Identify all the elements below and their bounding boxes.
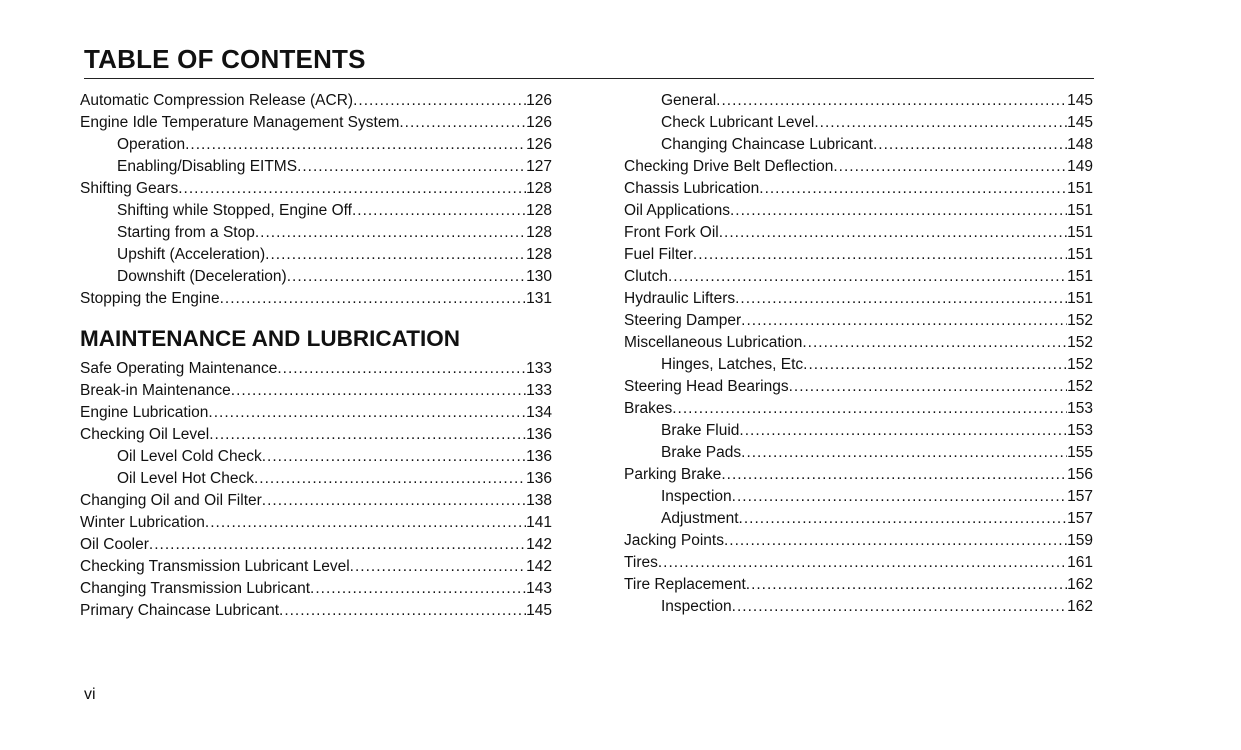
- dot-leader: [208, 404, 526, 422]
- toc-entry[interactable]: [80, 426, 552, 448]
- toc-entry-page: 133: [526, 382, 552, 399]
- toc-left-column: [80, 92, 552, 624]
- toc-entry-page: 153: [1067, 422, 1093, 439]
- toc-list-top: [80, 92, 552, 312]
- toc-list-bottom: [80, 360, 552, 624]
- dot-leader: [231, 382, 526, 400]
- toc-entry-title: Fuel Filter: [624, 246, 693, 263]
- toc-entry[interactable]: [80, 360, 552, 382]
- toc-entry-title: General: [661, 92, 717, 109]
- dot-leader: [399, 114, 526, 132]
- toc-entry[interactable]: [80, 602, 552, 624]
- dot-leader: [149, 536, 526, 554]
- toc-entry-title: Tires: [624, 554, 658, 571]
- dot-leader: [724, 532, 1067, 550]
- toc-entry-page: 153: [1067, 400, 1093, 417]
- dot-leader: [262, 492, 526, 510]
- toc-entry-page: 157: [1067, 510, 1093, 527]
- dot-leader: [789, 378, 1068, 396]
- toc-entry-title: Checking Transmission Lubricant Level: [80, 558, 350, 575]
- toc-entry-page: 151: [1067, 202, 1093, 219]
- toc-entry[interactable]: [80, 514, 552, 536]
- toc-entry-title: Steering Head Bearings: [624, 378, 789, 395]
- toc-entry-page: 134: [526, 404, 552, 421]
- dot-leader: [185, 136, 526, 154]
- dot-leader: [265, 246, 526, 264]
- toc-entry-title: Changing Oil and Oil Filter: [80, 492, 262, 509]
- dot-leader: [279, 602, 526, 620]
- toc-entry-page: 143: [526, 580, 552, 597]
- toc-entry-page: 126: [526, 114, 552, 131]
- toc-entry-page: 145: [1067, 114, 1093, 131]
- dot-leader: [814, 114, 1067, 132]
- dot-leader: [693, 246, 1067, 264]
- toc-entry-title: Chassis Lubrication: [624, 180, 760, 197]
- toc-entry[interactable]: [80, 404, 552, 426]
- toc-entry-title: Inspection: [661, 598, 732, 615]
- dot-leader: [833, 158, 1067, 176]
- toc-entry[interactable]: [624, 598, 1093, 620]
- toc-entry-title: Engine Idle Temperature Management System: [80, 114, 400, 131]
- toc-entry-page: 136: [526, 426, 552, 443]
- toc-entry-page: 127: [526, 158, 552, 175]
- toc-entry-page: 161: [1067, 554, 1093, 571]
- toc-entry-page: 162: [1067, 598, 1093, 615]
- dot-leader: [721, 466, 1067, 484]
- toc-entry-title: Tire Replacement: [624, 576, 746, 593]
- toc-entry-title: Upshift (Acceleration): [117, 246, 266, 263]
- toc-entry[interactable]: [80, 136, 552, 158]
- dot-leader: [350, 558, 526, 576]
- toc-entry-title: Checking Oil Level: [80, 426, 210, 443]
- toc-entry-title: Oil Level Cold Check: [117, 448, 262, 465]
- toc-entry-page: 126: [526, 92, 552, 109]
- toc-entry[interactable]: [80, 202, 552, 224]
- toc-entry-page: 152: [1067, 378, 1093, 395]
- toc-entry-page: 151: [1067, 268, 1093, 285]
- toc-entry-title: Checking Drive Belt Deflection: [624, 158, 834, 175]
- toc-entry[interactable]: [80, 558, 552, 580]
- toc-entry-page: 128: [526, 224, 552, 241]
- dot-leader: [735, 290, 1067, 308]
- toc-entry-title: Stopping the Engine: [80, 290, 220, 307]
- toc-entry[interactable]: [80, 536, 552, 558]
- toc-entry-page: 130: [526, 268, 552, 285]
- dot-leader: [209, 426, 526, 444]
- dot-leader: [220, 290, 527, 308]
- toc-entry[interactable]: [80, 580, 552, 602]
- toc-entry[interactable]: [624, 356, 1093, 378]
- toc-entry[interactable]: [624, 290, 1093, 312]
- dot-leader: [741, 312, 1067, 330]
- toc-entry-title: Brake Pads: [661, 444, 742, 461]
- toc-entry-page: 145: [526, 602, 552, 619]
- toc-entry-title: Operation: [117, 136, 186, 153]
- toc-entry-page: 162: [1067, 576, 1093, 593]
- toc-entry[interactable]: [80, 268, 552, 290]
- dot-leader: [759, 180, 1067, 198]
- toc-entry[interactable]: [624, 422, 1093, 444]
- toc-entry[interactable]: [624, 158, 1093, 180]
- toc-entry-title: Oil Level Hot Check: [117, 470, 254, 487]
- toc-entry-title: Changing Chaincase Lubricant: [661, 136, 873, 153]
- toc-entry-title: Oil Cooler: [80, 536, 149, 553]
- toc-entry-title: Check Lubricant Level: [661, 114, 815, 131]
- toc-entry-page: 159: [1067, 532, 1093, 549]
- title-rule: [84, 78, 1094, 79]
- toc-entry-title: Adjustment: [661, 510, 739, 527]
- toc-entry-title: Hydraulic Lifters: [624, 290, 736, 307]
- page-number: vi: [84, 686, 96, 703]
- dot-leader: [873, 136, 1067, 154]
- toc-entry[interactable]: [80, 180, 552, 202]
- toc-entry-page: 131: [526, 290, 552, 307]
- toc-entry[interactable]: [80, 448, 552, 470]
- toc-entry-page: 152: [1067, 334, 1093, 351]
- toc-entry-page: 126: [526, 136, 552, 153]
- dot-leader: [739, 422, 1067, 440]
- toc-entry-title: Brakes: [624, 400, 673, 417]
- toc-entry-title: Parking Brake: [624, 466, 722, 483]
- dot-leader: [353, 92, 526, 110]
- toc-entry[interactable]: [624, 532, 1093, 554]
- toc-entry-page: 133: [526, 360, 552, 377]
- page-title: TABLE OF CONTENTS: [84, 44, 366, 74]
- toc-entry[interactable]: [80, 92, 552, 114]
- toc-entry-title: Clutch: [624, 268, 668, 285]
- dot-leader: [277, 360, 526, 378]
- toc-entry-title: Hinges, Latches, Etc: [661, 356, 804, 373]
- dot-leader: [178, 180, 526, 198]
- toc-entry-title: Downshift (Deceleration): [117, 268, 287, 285]
- toc-entry-title: Miscellaneous Lubrication: [624, 334, 803, 351]
- dot-leader: [716, 92, 1067, 110]
- toc-entry-title: Changing Transmission Lubricant: [80, 580, 311, 597]
- toc-entry-title: Starting from a Stop: [117, 224, 255, 241]
- toc-entry[interactable]: [80, 224, 552, 246]
- toc-right-column: [624, 92, 1093, 620]
- dot-leader: [741, 444, 1067, 462]
- toc-entry[interactable]: [624, 378, 1093, 400]
- toc-entry-title: Inspection: [661, 488, 732, 505]
- dot-leader: [205, 514, 526, 532]
- toc-entry-page: 128: [526, 202, 552, 219]
- dot-leader: [803, 356, 1067, 374]
- toc-entry-page: 151: [1067, 290, 1093, 307]
- dot-leader: [719, 224, 1067, 242]
- toc-entry-page: 152: [1067, 356, 1093, 373]
- toc-entry-title: Engine Lubrication: [80, 404, 209, 421]
- toc-entry-page: 156: [1067, 466, 1093, 483]
- toc-entry-page: 151: [1067, 246, 1093, 263]
- toc-entry-page: 151: [1067, 224, 1093, 241]
- toc-entry-page: 151: [1067, 180, 1093, 197]
- dot-leader: [739, 510, 1068, 528]
- toc-entry-title: Shifting Gears: [80, 180, 179, 197]
- toc-entry[interactable]: [624, 444, 1093, 466]
- toc-entry[interactable]: [624, 554, 1093, 576]
- toc-entry[interactable]: [80, 470, 552, 492]
- toc-entry[interactable]: [624, 312, 1093, 334]
- dot-leader: [802, 334, 1067, 352]
- toc-entry-page: 128: [526, 180, 552, 197]
- toc-entry-title: Steering Damper: [624, 312, 742, 329]
- toc-entry[interactable]: [80, 158, 552, 180]
- toc-entry-title: Enabling/Disabling EITMS: [117, 158, 298, 175]
- toc-entry-page: 145: [1067, 92, 1093, 109]
- toc-entry-page: 155: [1067, 444, 1093, 461]
- dot-leader: [255, 224, 526, 242]
- toc-entry-page: 141: [526, 514, 552, 531]
- toc-entry[interactable]: [80, 290, 552, 312]
- toc-entry[interactable]: [624, 246, 1093, 268]
- toc-entry-title: Break-in Maintenance: [80, 382, 231, 399]
- dot-leader: [310, 580, 526, 598]
- toc-entry[interactable]: [80, 114, 552, 136]
- toc-entry-title: Shifting while Stopped, Engine Off: [117, 202, 352, 219]
- toc-entry-title: Brake Fluid: [661, 422, 740, 439]
- toc-entry[interactable]: [624, 136, 1093, 158]
- toc-entry[interactable]: [624, 510, 1093, 532]
- dot-leader: [732, 488, 1067, 506]
- toc-entry-page: 128: [526, 246, 552, 263]
- toc-entry-title: Safe Operating Maintenance: [80, 360, 278, 377]
- toc-entry[interactable]: [624, 224, 1093, 246]
- dot-leader: [262, 448, 526, 466]
- dot-leader: [732, 598, 1067, 616]
- toc-entry[interactable]: [624, 202, 1093, 224]
- toc-entry-page: 157: [1067, 488, 1093, 505]
- toc-entry[interactable]: [624, 268, 1093, 290]
- toc-entry[interactable]: [624, 114, 1093, 136]
- toc-list-right: [624, 92, 1093, 620]
- toc-entry-title: Primary Chaincase Lubricant: [80, 602, 280, 619]
- dot-leader: [658, 554, 1067, 572]
- toc-entry-page: 138: [526, 492, 552, 509]
- toc-entry[interactable]: [624, 180, 1093, 202]
- toc-entry[interactable]: [624, 334, 1093, 356]
- toc-entry-page: 142: [526, 558, 552, 575]
- toc-entry-title: Oil Applications: [624, 202, 730, 219]
- dot-leader: [672, 400, 1067, 418]
- toc-entry[interactable]: [80, 382, 552, 404]
- toc-entry-title: Winter Lubrication: [80, 514, 205, 531]
- toc-entry[interactable]: [80, 492, 552, 514]
- toc-entry-page: 149: [1067, 158, 1093, 175]
- toc-entry-title: Automatic Compression Release (ACR): [80, 92, 354, 109]
- toc-entry-page: 142: [526, 536, 552, 553]
- toc-entry-page: 136: [526, 448, 552, 465]
- toc-entry[interactable]: [624, 488, 1093, 510]
- dot-leader: [297, 158, 526, 176]
- dot-leader: [668, 268, 1067, 286]
- toc-entry[interactable]: [624, 400, 1093, 422]
- toc-entry[interactable]: [624, 576, 1093, 598]
- dot-leader: [254, 470, 526, 488]
- toc-entry-title: Jacking Points: [624, 532, 724, 549]
- section-heading: MAINTENANCE AND LUBRICATION: [80, 326, 460, 351]
- toc-entry-page: 148: [1067, 136, 1093, 153]
- toc-entry[interactable]: [80, 246, 552, 268]
- toc-entry-page: 136: [526, 470, 552, 487]
- dot-leader: [352, 202, 526, 220]
- toc-entry[interactable]: [624, 92, 1093, 114]
- dot-leader: [287, 268, 526, 286]
- toc-entry-page: 152: [1067, 312, 1093, 329]
- dot-leader: [730, 202, 1067, 220]
- dot-leader: [746, 576, 1067, 594]
- toc-entry[interactable]: [624, 466, 1093, 488]
- toc-entry-title: Front Fork Oil: [624, 224, 719, 241]
